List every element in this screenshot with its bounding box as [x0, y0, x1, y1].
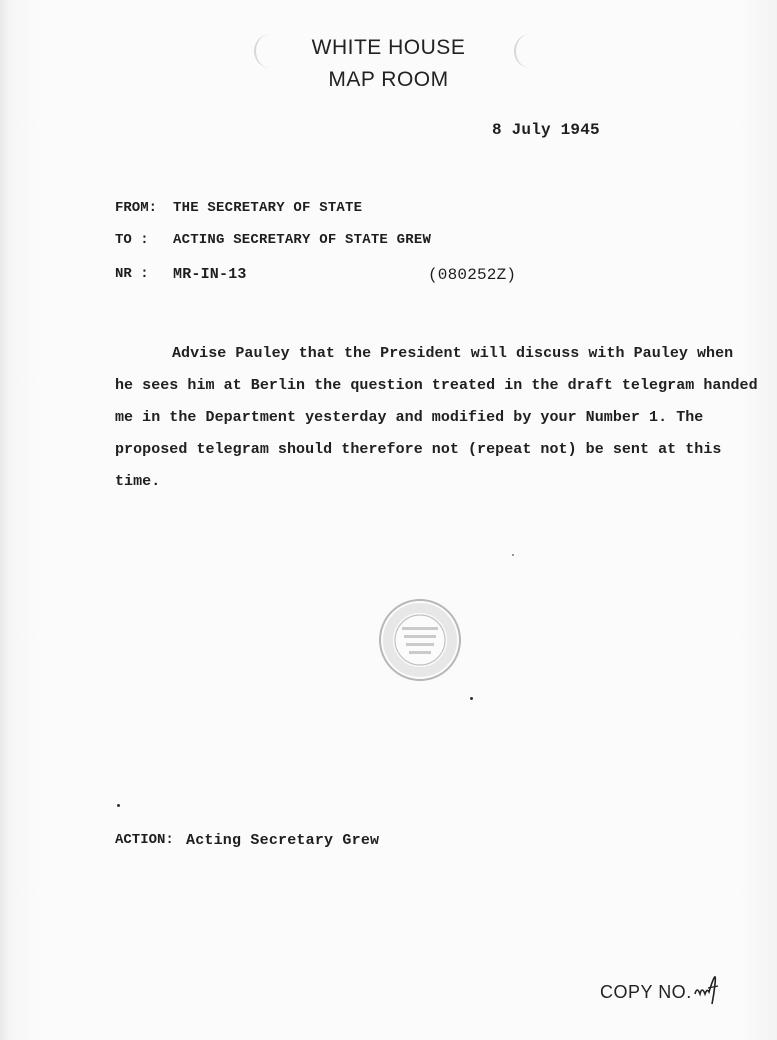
- nr-value: MR-IN-13: [173, 266, 247, 283]
- body-line-2: he sees him at Berlin the question treated in the draft telegram handed: [115, 377, 758, 394]
- to-label: TO :: [115, 232, 149, 248]
- to-value: ACTING SECRETARY OF STATE GREW: [173, 232, 432, 248]
- header-map-room: MAP ROOM: [328, 68, 449, 91]
- action-value: Acting Secretary Grew: [186, 832, 380, 849]
- body-line-5: time.: [115, 473, 161, 490]
- copy-number-label: COPY NO.: [600, 982, 692, 1002]
- document-date: 8 July 1945: [492, 121, 600, 139]
- body-line-1: Advise Pauley that the President will discuss with Pauley when: [172, 345, 734, 362]
- nr-label: NR :: [115, 266, 149, 282]
- ink-speck: [470, 697, 473, 700]
- date-time-group: (080252Z): [428, 266, 517, 284]
- header-white-house: WHITE HOUSE: [311, 36, 466, 59]
- from-value: THE SECRETARY OF STATE: [173, 200, 363, 216]
- ink-speck: [512, 554, 514, 556]
- body-line-3: me in the Department yesterday and modified by your Number 1. The: [115, 409, 704, 426]
- from-label: FROM:: [115, 200, 158, 216]
- archives-seal-stamp: [376, 597, 464, 688]
- copy-number-handwritten-mark: [692, 972, 722, 1013]
- action-label: ACTION:: [115, 832, 174, 848]
- body-line-4: proposed telegram should therefore not (repeat not) be sent at this: [115, 441, 722, 458]
- ink-speck: [117, 804, 120, 807]
